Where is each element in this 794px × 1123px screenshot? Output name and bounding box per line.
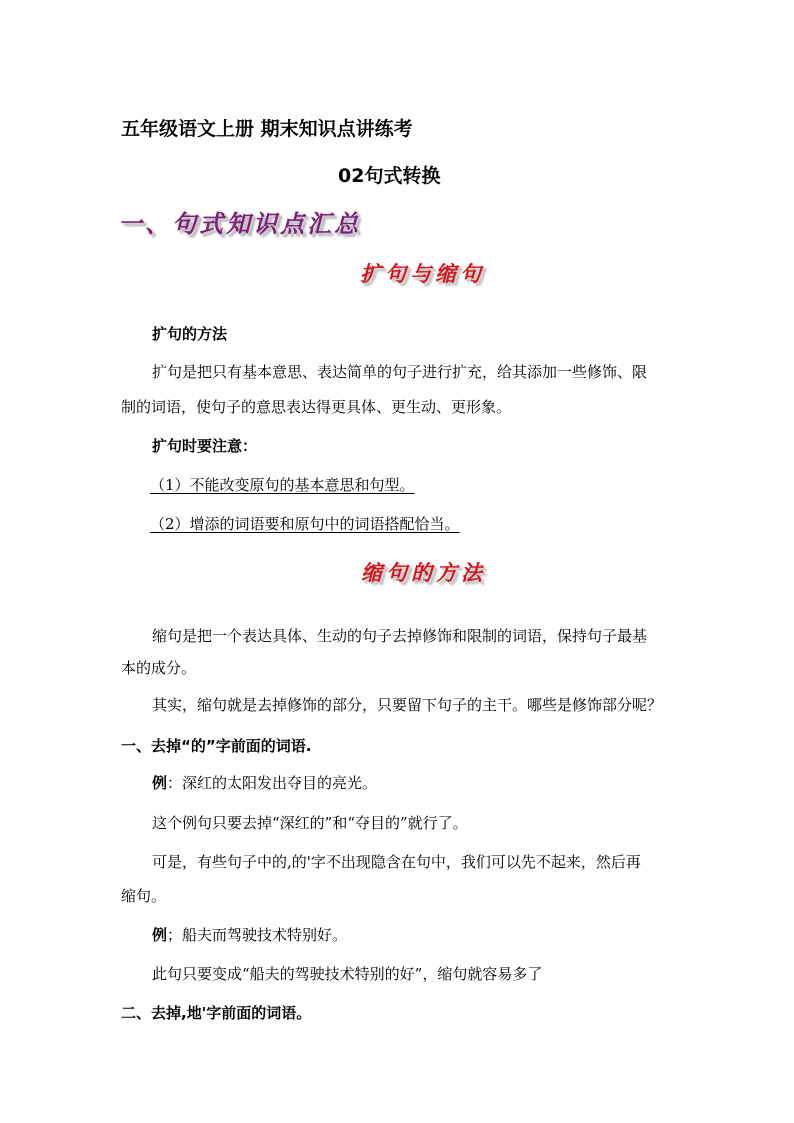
- rule2-heading: 二、去掉,地'字前面的词语。: [121, 1004, 312, 1022]
- expand-paragraph-line1: 扩句是把只有基本意思、表达简单的句子进行扩充，给其添加一些修饰、限: [152, 363, 648, 381]
- document-title: 五年级语文上册 期末知识点讲练考: [121, 118, 413, 140]
- however-line1: 可是，有些句子中的,的'字不出现隐含在句中，我们可以先不起来，然后再: [152, 853, 641, 871]
- example2-text: ；船夫而驾驶技术特别好。: [167, 926, 348, 944]
- expand-note-2: （2）增添的词语要和原句中的词语搭配恰当。: [150, 515, 460, 533]
- example1-label: 例: [152, 774, 168, 792]
- shrink-paragraph-line2: 本的成分。: [121, 659, 197, 677]
- shrink-paragraph-2: 其实，缩句就是去掉修饰的部分，只要留下句子的主干。哪些是修饰部分呢？: [152, 696, 663, 714]
- example1-text: ：深红的太阳发出夺目的亮光。: [167, 774, 378, 792]
- shrink-paragraph-line1: 缩句是把一个表达具体、生动的句子去掉修饰和限制的词语，保持句子最基: [152, 627, 648, 645]
- expand-note-heading: 扩句时要注意：: [152, 437, 258, 455]
- expand-shrink-banner: 扩句与缩句: [360, 261, 485, 286]
- expand-paragraph-line2: 制的词语，使句子的意思表达得更具体、更生动、更形象。: [121, 398, 512, 416]
- example2-label: 例: [152, 926, 168, 944]
- document-subtitle: 02句式转换: [338, 165, 441, 187]
- however-line2: 缩句。: [121, 887, 167, 905]
- rule1-heading: 一、去掉“的”字前面的词语.: [121, 737, 312, 755]
- expand-note-1: （1）不能改变原句的基本意思和句型。: [150, 476, 415, 494]
- example2-explanation: 此句只要变成“船夫的驾驶技术特别的好”，缩句就容易多了: [152, 965, 543, 983]
- example1-explanation: 这个例句只要去掉“深红的”和“夺目的”就行了。: [152, 814, 468, 832]
- example1: [152, 774, 377, 792]
- expand-method-heading: 扩句的方法: [152, 325, 228, 343]
- example2: [152, 926, 347, 944]
- section-heading-banner: 一、句式知识点汇总: [118, 209, 361, 238]
- shrink-method-banner: 缩句的方法: [361, 560, 486, 585]
